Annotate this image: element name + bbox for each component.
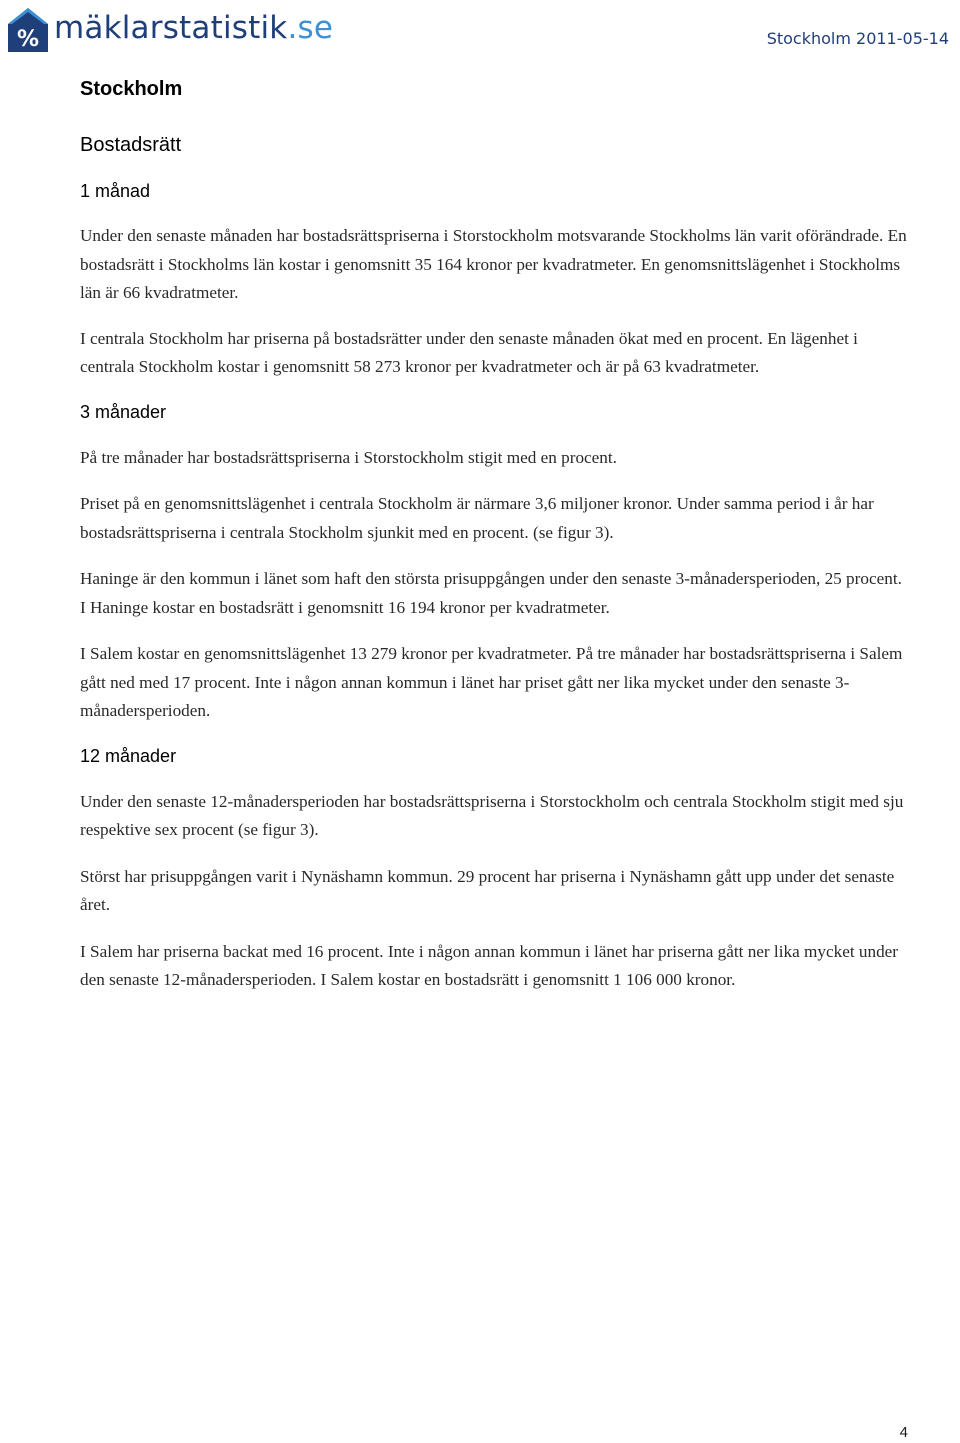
header-location-date: Stockholm 2011-05-14 (766, 29, 949, 48)
section-subtitle: Bostadsrätt (80, 134, 182, 156)
heading-12-months: 12 månader (80, 745, 177, 766)
logo-text-tld: .se (287, 10, 334, 46)
paragraph: Under den senaste månaden har bostadsrättspriserna i Storstockholm motsvarande Stockholms län varit oförändrade. En bostadsrätt i Stockholms län kostar i genomsnitt 35 164 kronor per kvadratmeter. En genomsnittslägenhet i Stockholms län är 66 kvadratmeter. (80, 226, 907, 302)
logo-wordmark (54, 10, 333, 46)
page-header (0, 0, 960, 60)
paragraph: Priset på en genomsnittslägenhet i centrala Stockholm är närmare 3,6 miljoner kronor. Under samma period i år har bostadsrättspriserna i centrala Stockholm sjunkit med en procent. (se figur 3). (80, 494, 874, 542)
paragraph: I Salem har priserna backat med 16 procent. Inte i någon annan kommun i länet har priserna gått ner lika mycket under den senaste 12-månadersperioden. I Salem kostar en bostadsrätt i genomsnitt 1 106 000 kronor. (80, 941, 899, 989)
paragraph: Haninge är den kommun i länet som haft den största prisuppgången under den senaste 3-månadersperioden, 25 procent. I Haninge kostar en bostadsrätt i genomsnitt 16 194 kronor per kvadratmeter. (80, 569, 902, 617)
brand-logo (6, 4, 333, 56)
house-percent-icon (6, 6, 50, 54)
heading-3-months: 3 månader (80, 401, 167, 422)
paragraph: Störst har prisuppgången varit i Nynäshamn kommun. 29 procent har priserna i Nynäshamn gått upp under det senaste året. (80, 866, 895, 914)
heading-1-month: 1 månad (80, 181, 151, 201)
paragraph: Under den senaste 12-månadersperioden har bostadsrättspriserna i Storstockholm och centrala Stockholm stigit med sju respektive sex procent (se figur 3). (80, 791, 904, 839)
page-title: Stockholm (80, 78, 183, 100)
report-body (80, 75, 910, 995)
logo-symbol: % (16, 27, 40, 52)
page-number: 4 (899, 1424, 908, 1441)
paragraph: På tre månader har bostadsrättspriserna i Storstockholm stigit med en procent. (80, 447, 617, 467)
paragraph: I Salem kostar en genomsnittslägenhet 13 279 kronor per kvadratmeter. På tre månader har bostadsrättspriserna i Salem gått ned med 17 procent. Inte i någon annan kommun i länet har priset gått ner lika mycket under den senaste 3-månadersperioden. (80, 644, 903, 720)
logo-text-main: mäklarstatistik (54, 10, 288, 46)
paragraph: I centrala Stockholm har priserna på bostadsrätter under den senaste månaden ökat med en procent. En lägenhet i centrala Stockholm kostar i genomsnitt 58 273 kronor per kvadratmeter och är på 63 kvadratmeter. (80, 328, 858, 376)
